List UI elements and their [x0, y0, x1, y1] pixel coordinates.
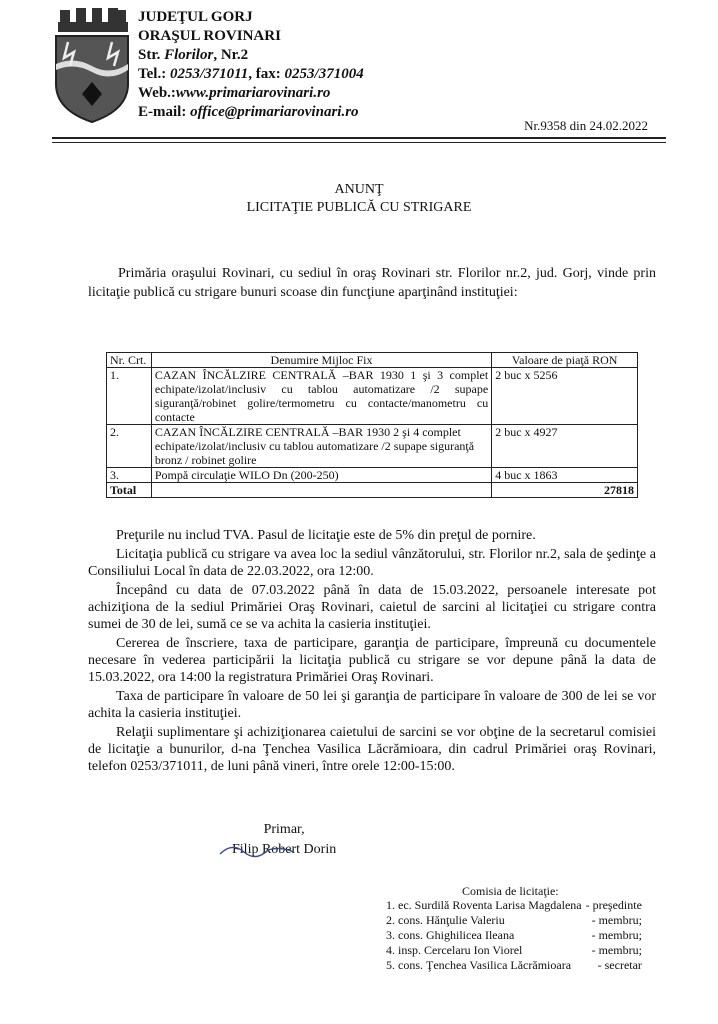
row-name: CAZAN ÎNCĂLZIRE CENTRALĂ –BAR 1930 2 şi 4 complet echipate/izolat/inclusiv cu tablou automatizare /2 supape siguranţă bronz / robinet golire — [151, 425, 491, 468]
document-number: Nr.9358 din 24.02.2022 — [524, 118, 648, 133]
tel-label: Tel.: — [138, 66, 170, 82]
title-line-1: ANUNŢ — [334, 182, 384, 197]
table-row — [107, 368, 638, 425]
table-row — [107, 468, 638, 483]
paragraph-fees: Taxa de participare în valoare de 50 lei şi garanţia de participare în valoare de 300 de lei se vor achita la casieria instituţiei. — [88, 689, 656, 721]
email-value: office@primariarovinari.ro — [190, 104, 359, 120]
street-name: Florilor — [164, 47, 214, 63]
intro-paragraph: Primăria oraşului Rovinari, cu sediul în oraş Rovinari str. Florilor nr.2, jud. Gorj, vinde prin licitaţie publică cu strigare bunuri scoase din funcţiune aparţinând instituţiei: — [88, 266, 656, 300]
member-name: 4. insp. Cercelaru Ion Viorel — [386, 943, 523, 957]
row-nr: 1. — [107, 368, 152, 425]
total-empty — [151, 483, 491, 498]
table-row — [107, 425, 638, 468]
member-role: - secretar — [597, 958, 642, 972]
county-name: JUDEŢUL GORJ — [138, 9, 253, 25]
row-value: 2 buc x 4927 — [492, 425, 638, 468]
header-divider-thin — [52, 142, 666, 143]
member-name: 2. cons. Hănţulie Valeriu — [386, 913, 505, 927]
total-value: 27818 — [492, 483, 638, 498]
fax-value: 0253/371004 — [284, 66, 364, 82]
announcement-title — [0, 181, 718, 217]
street-label: Str. — [138, 47, 165, 63]
tel-value: 0253/371011 — [169, 66, 249, 82]
letterhead — [138, 8, 364, 122]
web-line — [138, 84, 364, 103]
handwritten-signature-mark — [218, 838, 298, 860]
total-label: Total — [107, 483, 152, 498]
email-label: E-mail: — [138, 104, 191, 120]
member-name: 3. cons. Ghighilicea Ileana — [386, 928, 515, 942]
title-line-2: LICITAŢIE PUBLICĂ CU STRIGARE — [246, 200, 472, 215]
list-item — [386, 958, 642, 973]
member-role: - membru; — [591, 913, 642, 927]
table-total-row — [107, 483, 638, 498]
list-item — [386, 928, 642, 943]
header-nr: Nr. Crt. — [107, 353, 152, 368]
list-item — [386, 898, 642, 913]
paragraph-auction-date: Licitaţia publică cu strigare va avea loc la sediul vânzătorului, str. Florilor nr.2, sala de şedinţe a Consiliului Local în data de 22.03.2022, ora 12:00. — [88, 547, 656, 579]
header-value: Valoare de piaţă RON — [492, 353, 638, 368]
items-table — [106, 352, 638, 498]
table-header-row — [107, 353, 638, 368]
member-role: - membru; — [591, 943, 642, 957]
row-nr: 3. — [107, 468, 152, 483]
header-divider — [52, 137, 666, 139]
signature-name: Filip Robert Dorin — [232, 842, 337, 857]
member-name: 5. cons. Ţenchea Vasilica Lăcrămioara — [386, 958, 572, 972]
header-name: Denumire Mijloc Fix — [151, 353, 491, 368]
town-name: ORAŞUL ROVINARI — [138, 28, 281, 44]
row-name: CAZAN ÎNCĂLZIRE CENTRALĂ –BAR 1930 1 şi 3 complet echipate/izolat/inclusiv cu tablou automatizare /2 supape siguranţă/robinet golire/termometru cu contacte/manometru cu contacte — [151, 368, 491, 425]
list-item — [386, 943, 642, 958]
paragraph-contact: Relaţii suplimentare şi achiziţionarea caietului de sarcini se vor obţine de la secretarul comisiei de licitaţie a bunurilor, d-na Ţenchea Vasilica Lăcrămioara, din cadrul Primăriei oraş Rovinari, telefon 0253/371011, de luni până vineri, între orele 12:00-15:00. — [88, 725, 656, 774]
member-role: - preşedinte — [585, 898, 642, 912]
paragraph-vat: Preţurile nu includ TVA. Pasul de licitaţie este de 5% din preţul de pornire. — [116, 528, 536, 543]
street-number: , Nr.2 — [213, 47, 249, 63]
web-label: Web.: — [138, 85, 176, 101]
row-name: Pompă circulaţie WILO Dn (200-250) — [151, 468, 491, 483]
member-name: 1. ec. Surdilă Roventa Larisa Magdalena — [386, 898, 582, 912]
commission-list — [386, 898, 642, 973]
fax-label: , fax: — [248, 66, 285, 82]
row-value: 2 buc x 5256 — [492, 368, 638, 425]
coat-of-arms-logo — [52, 6, 132, 126]
list-item — [386, 913, 642, 928]
commission-title: Comisia de licitaţie: — [462, 884, 559, 898]
paragraph-specifications: Începând cu data de 07.03.2022 până în data de 15.03.2022, persoanele interesate pot achiziţiona de la sediul Primăriei Oraş Rovinari, caietul de sarcini al licitaţiei cu strigare contra sumei de 30 de lei, sumă ce se va achita la casieria instituţiei. — [88, 583, 656, 632]
phone-line — [138, 65, 364, 84]
body-text — [88, 527, 656, 777]
email-line — [138, 103, 364, 122]
member-role: - membru; — [591, 928, 642, 942]
signature-role: Primar, — [263, 822, 305, 837]
web-value: www.primariarovinari.ro — [175, 85, 331, 101]
address-line — [138, 46, 364, 65]
row-value: 4 buc x 1863 — [492, 468, 638, 483]
paragraph-registration: Cererea de înscriere, taxa de participare, garanţia de participare, împreună cu documentele necesare în vederea participării la licitaţia publică cu strigare se vor depune până la data de 15.03.2022, ora 14:00 la registratura Primăriei Oraş Rovinari. — [88, 636, 656, 685]
row-nr: 2. — [107, 425, 152, 468]
